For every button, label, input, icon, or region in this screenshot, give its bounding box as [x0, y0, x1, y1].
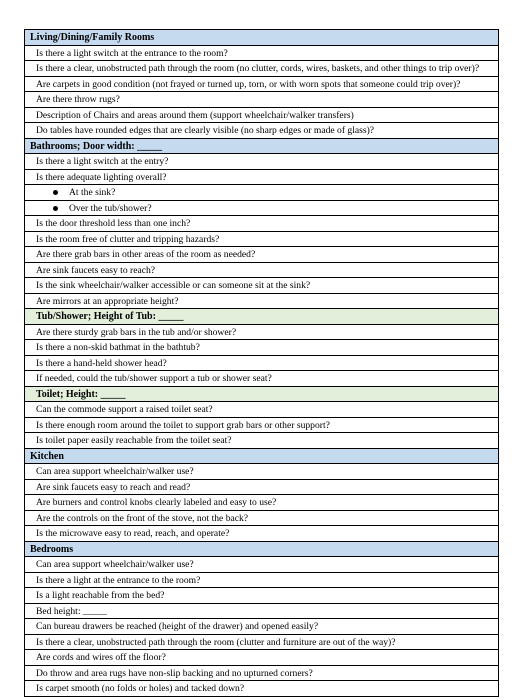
section-header: [25, 139, 498, 155]
checklist-subitem: [25, 185, 498, 201]
checklist-item: [25, 92, 498, 108]
checklist-item: [25, 371, 498, 387]
row-text: If needed, could the tub/shower support a tub or shower seat?: [36, 373, 272, 384]
row-text: Bed height: _____: [36, 605, 107, 617]
checklist-item: [25, 650, 498, 666]
section-header: [25, 449, 498, 465]
row-text: Is the sink wheelchair/walker accessible or can someone sit at the sink?: [36, 280, 311, 291]
checklist-item: [25, 604, 498, 620]
row-text: Living/Dining/Family Rooms: [30, 32, 155, 43]
checklist-item: [25, 123, 498, 139]
row-text: Kitchen: [30, 450, 64, 462]
row-text: Is there a light switch at the entry?: [36, 156, 169, 167]
checklist-item: [25, 46, 498, 62]
row-text: Tub/Shower; Height of Tub: _____: [36, 311, 184, 322]
row-text: Over the tub/shower?: [69, 202, 152, 214]
checklist-item: [25, 294, 498, 310]
checklist-item: [25, 418, 498, 434]
checklist-item: [25, 573, 498, 589]
checklist-item: [25, 511, 498, 527]
row-text: Are the controls on the front of the stove, not the back?: [36, 512, 249, 524]
row-text: Toilet; Height: _____: [36, 388, 126, 400]
row-text: Is there a clear, unobstructed path through the room (no clutter, cords, wires, baskets, and other things to trip over)?: [36, 63, 480, 74]
row-text: Are there grab bars in other areas of the room as needed?: [36, 249, 256, 260]
row-text: Bathrooms; Door width: _____: [30, 140, 163, 152]
checklist-item: [25, 247, 498, 263]
row-text: Is there a clear, unobstructed path through the room (clutter and furniture are out of the way)?: [36, 636, 396, 648]
row-text: Is there enough room around the toilet to support grab bars or other support?: [36, 419, 330, 431]
subsection-header: [25, 309, 498, 325]
row-text: Are sink faucets easy to reach and read?: [36, 481, 191, 493]
row-text: Do throw and area rugs have non-slip backing and no upturned corners?: [36, 667, 313, 679]
row-text: Are burners and control knobs clearly labeled and easy to use?: [36, 497, 277, 508]
row-text: Do tables have rounded edges that are clearly visible (no sharp edges or made of glass)?: [36, 125, 375, 136]
checklist-item: [25, 170, 498, 186]
section-header: [25, 30, 498, 46]
checklist-subitem: [25, 201, 498, 217]
section-header: [25, 542, 498, 558]
row-text: Is carpet smooth (no folds or holes) and tacked down?: [36, 683, 245, 694]
row-text: Is the room free of clutter and tripping hazards?: [36, 233, 220, 245]
row-text: Are sink faucets easy to reach?: [36, 264, 156, 276]
subsection-header: [25, 387, 498, 403]
row-text: Description of Chairs and areas around them (support wheelchair/walker transfers): [36, 109, 354, 121]
checklist-item: [25, 61, 498, 77]
row-text: Are carpets in good condition (not frayed or turned up, torn, or with worn spots that someone could trip over)?: [36, 78, 461, 90]
row-text: Is there a light at the entrance to the room?: [36, 574, 201, 586]
row-text: Bedrooms: [30, 543, 74, 555]
row-text: Are cords and wires off the floor?: [36, 652, 166, 663]
row-text: Can area support wheelchair/walker use?: [36, 559, 194, 570]
checklist-item: [25, 557, 498, 573]
checklist-item: [25, 278, 498, 294]
checklist-item: [25, 635, 498, 651]
row-text: At the sink?: [69, 187, 116, 198]
bullet-icon: [53, 190, 58, 195]
checklist-item: [25, 681, 498, 696]
checklist-item: [25, 464, 498, 480]
checklist-item: [25, 356, 498, 372]
row-text: Is there a hand-held shower head?: [36, 357, 167, 369]
checklist-item: [25, 526, 498, 542]
checklist-item: [25, 402, 498, 418]
checklist-item: [25, 232, 498, 248]
checklist-item: [25, 325, 498, 341]
checklist-item: [25, 340, 498, 356]
checklist-item: [25, 108, 498, 124]
checklist-item: [25, 480, 498, 496]
checklist-item: [25, 433, 498, 449]
checklist-item: [25, 588, 498, 604]
row-text: Is there adequate lighting overall?: [36, 171, 167, 183]
row-text: Is a light reachable from the bed?: [36, 590, 165, 601]
row-text: Are there sturdy grab bars in the tub and/or shower?: [36, 326, 237, 338]
checklist-item: [25, 216, 498, 232]
home-safety-checklist: [24, 29, 499, 697]
checklist-item: [25, 666, 498, 682]
row-text: Is there a non-skid bathmat in the bathtub?: [36, 342, 200, 353]
bullet-icon: [53, 206, 58, 211]
row-text: Is toilet paper easily reachable from the toilet seat?: [36, 435, 232, 446]
row-text: Is the door threshold less than one inch?: [36, 218, 191, 229]
row-text: Can bureau drawers be reached (height of the drawer) and opened easily?: [36, 621, 319, 632]
checklist-item: [25, 619, 498, 635]
checklist-item: [25, 263, 498, 279]
row-text: Are there throw rugs?: [36, 94, 120, 105]
row-text: Are mirrors at an appropriate height?: [36, 295, 179, 307]
row-text: Can area support wheelchair/walker use?: [36, 466, 194, 477]
checklist-item: [25, 495, 498, 511]
row-text: Is the microwave easy to read, reach, and operate?: [36, 528, 230, 539]
checklist-item: [25, 154, 498, 170]
row-text: Can the commode support a raised toilet seat?: [36, 404, 213, 415]
row-text: Is there a light switch at the entrance to the room?: [36, 47, 228, 59]
checklist-item: [25, 77, 498, 93]
